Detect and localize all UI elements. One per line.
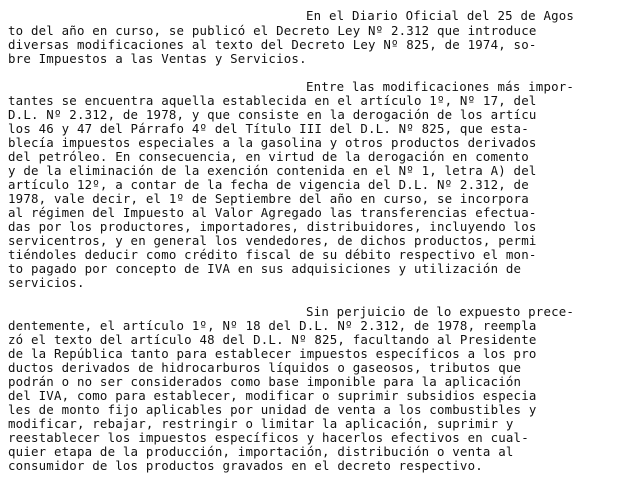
- text-line: los 46 y 47 del Párrafo 4º del Título III del D.L. Nº 825, que esta-: [8, 121, 529, 136]
- text-line: das por los productores, importadores, distribuidores, incluyendo los: [8, 219, 537, 234]
- text-line: tiéndoles deducir como crédito fiscal de su débito respectivo el mon-: [8, 247, 537, 262]
- text-line: to del año en curso, se publicó el Decreto Ley Nº 2.312 que introduce: [8, 23, 537, 38]
- text-line: servicentros, y en general los vendedores, de dichos productos, permi: [8, 233, 537, 248]
- text-line: Entre las modificaciones más impor-: [306, 79, 575, 94]
- text-line: bre Impuestos a las Ventas y Servicios.: [8, 51, 307, 66]
- text-line: Sin perjuicio de lo expuesto prece-: [306, 304, 575, 319]
- text-line: dentemente, el artículo 1º, Nº 18 del D.L. Nº 2.312, de 1978, reempla: [8, 318, 537, 333]
- text-line: blecía impuestos especiales a la gasolina y otros productos derivados: [8, 135, 537, 150]
- text-line: diversas modificaciones al texto del Decreto Ley Nº 825, de 1974, so-: [8, 37, 537, 52]
- text-line: les de monto fijo aplicables por unidad de venta a los combustibles y: [8, 402, 537, 417]
- text-line: podrán o no ser considerados como base imponible para la aplicación: [8, 374, 522, 389]
- text-line: D.L. Nº 2.312, de 1978, y que consiste en la derogación de los artícu: [8, 107, 537, 122]
- text-line: to pagado por concepto de IVA en sus adquisiciones y utilización de: [8, 261, 522, 276]
- text-line: modificar, rebajar, restringir o limitar la aplicación, suprimir y: [8, 416, 514, 431]
- text-line: tantes se encuentra aquella establecida en el artículo 1º, Nº 17, del: [8, 93, 537, 108]
- text-line: 1978, vale decir, el 1º de Septiembre del año en curso, se incorpora: [8, 191, 529, 206]
- text-line: zó el texto del artículo 48 del D.L. Nº 825, facultando al Presidente: [8, 332, 537, 347]
- text-line: servicios.: [8, 275, 85, 290]
- text-line: consumidor de los productos gravados en el decreto respectivo.: [8, 458, 483, 473]
- text-line: En el Diario Oficial del 25 de Agos: [306, 8, 575, 23]
- text-line: y de la eliminación de la exención contenida en el Nº 1, letra A) del: [8, 163, 537, 178]
- text-line: artículo 12º, a contar de la fecha de vigencia del D.L. Nº 2.312, de: [8, 177, 529, 192]
- text-line: del IVA, como para establecer, modificar o suprimir subsidios especia: [8, 388, 537, 403]
- text-line: ductos derivados de hidrocarburos líquidos o gaseosos, tributos que: [8, 360, 522, 375]
- text-line: del petróleo. En consecuencia, en virtud de la derogación en comento: [8, 149, 529, 164]
- text-line: de la República tanto para establecer impuestos específicos a los pro: [8, 346, 537, 361]
- text-line: al régimen del Impuesto al Valor Agregado las transferencias efectua-: [8, 205, 537, 220]
- text-line: quier etapa de la producción, importación, distribución o venta al: [8, 444, 514, 459]
- text-line: reestablecer los impuestos específicos y hacerlos efectivos en cual-: [8, 430, 529, 445]
